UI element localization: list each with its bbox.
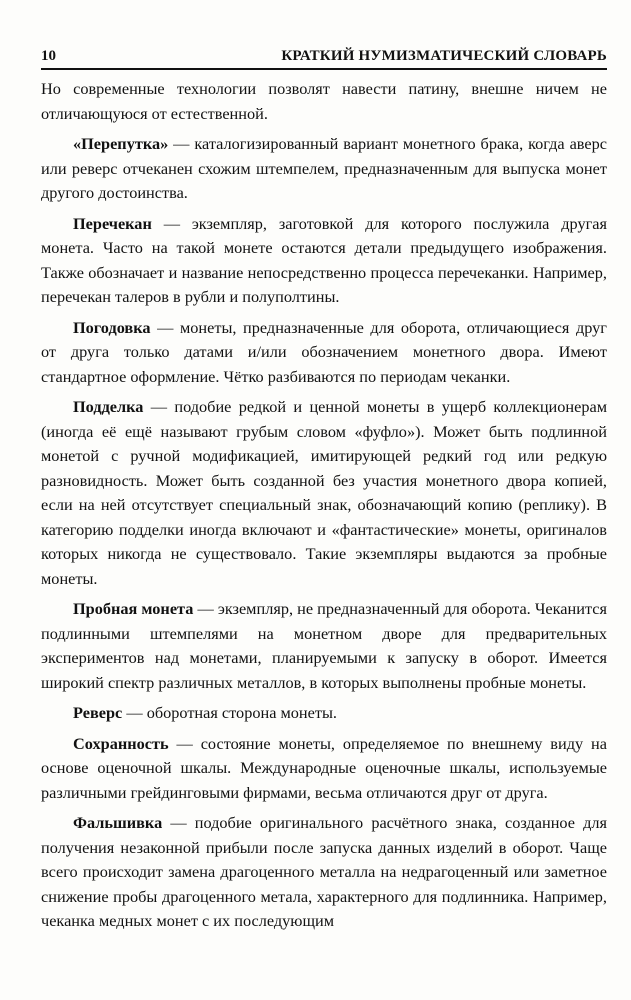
entry-probnaya-moneta: [41, 597, 607, 695]
entry-term: Перечекан: [73, 213, 152, 233]
entry-term: Реверс: [73, 703, 123, 722]
dictionary-text: [41, 77, 607, 940]
entry-term: Погодовка: [73, 317, 151, 337]
entry-definition: — монеты, предназначенные для оборота, отличающиеся друг от друга только датами и/или обозначением монетного двора. Имеют стандартное оформление. Чётко разбиваются по периодам чеканки.: [41, 317, 607, 386]
page-header: [41, 44, 607, 70]
entry-pogodovka: [41, 316, 607, 390]
entry-definition: — каталогизированный вариант монетного брака, когда аверс или реверс отчеканен схожим штемпелем, предназначенным для выпуска монет другого достоинства.: [41, 134, 607, 202]
entry-pereputka: [41, 132, 607, 206]
entry-revers: [41, 701, 607, 726]
entry-definition: — экземпляр, не предназначенный для оборота. Чеканится подлинными штемпелями на монетном дворе для предварительных экспериментов над монетами, планируемыми к запуску в оборот. Имеется широкий спектр различных металлов, в которых выполнены пробные монеты.: [41, 599, 607, 692]
entry-term: Подделка: [73, 397, 144, 416]
entry-definition: — подобие редкой и ценной монеты в ущерб коллекционерам (иногда её ещё называют грубым словом «фуфло»). Может быть подлинной монетой с ручной модификацией, имитирующей редкий год или редкую разновидность. Может быть созданной без участия монетного двора копией, если на ней отсутствует специальный знак, обозначающий копию (реплику). В категорию подделки иногда включают и «фантастические» монеты, оригиналов которых никогда не существовало. Такие экземпляры выдаются за пробные монеты.: [41, 397, 607, 588]
entry-term: «Перепутка»: [73, 134, 169, 153]
entry-term: Фальшивка: [73, 813, 163, 832]
entry-term: Сохранность: [73, 733, 169, 753]
entry-definition: — состояние монеты, определяемое по внешнему виду на основе оценочной шкалы. Международные оценочные шкалы, используемые различными грейдинговыми фирмами, весьма отличаются друг от друга.: [41, 733, 607, 802]
opening-paragraph: Но современные технологии позволят навести патину, внешне ничем не отличающуюся от естественной.: [41, 79, 607, 123]
entry-falshivka: [41, 811, 607, 934]
running-title: КРАТКИЙ НУМИЗМАТИЧЕСКИЙ СЛОВАРЬ: [281, 48, 607, 64]
entry-poddelka: [41, 395, 607, 591]
entry-term: Пробная монета: [73, 599, 194, 618]
entry-definition: — экземпляр, заготовкой для которого послужила другая монета. Часто на такой монете остаются детали предыдущего изображения. Также обозначает и название непосредственно процесса перечеканки. Например, перечекан талеров в рубли и полуполтины.: [41, 213, 607, 306]
page-number: 10: [41, 48, 56, 64]
entry-definition: — подобие оригинального расчётного знака, созданное для получения незаконной прибыли после запуска данных изделий в оборот. Чаще всего происходит замена драгоценного металла на недрагоценный или заметное снижение пробы драгоценного метала, характерного для подлинника. Например, чеканка медных монет с их последующим: [41, 813, 607, 930]
entry-definition: — оборотная сторона монеты.: [122, 703, 337, 722]
entry-sokhrannost: [41, 732, 607, 806]
entry-perechekan: [41, 212, 607, 310]
